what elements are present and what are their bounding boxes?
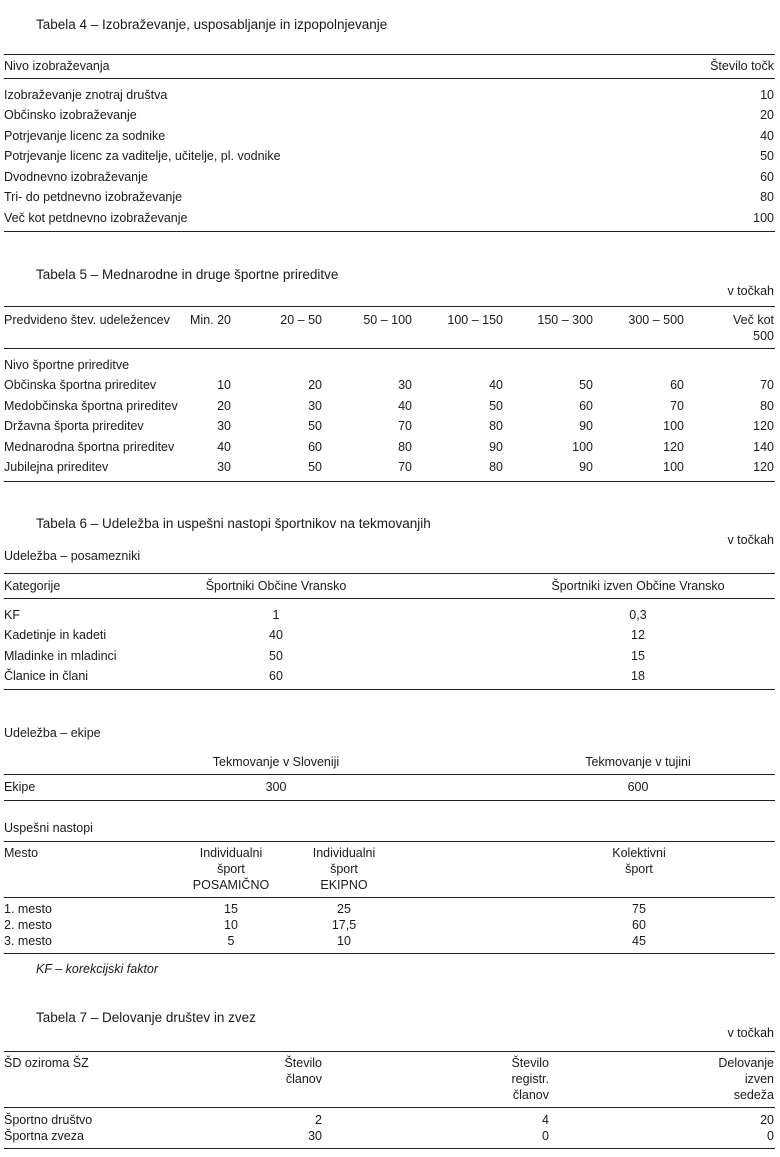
- table-cell: 60: [579, 399, 593, 413]
- table5-header-col: 100 – 150: [447, 313, 503, 327]
- table-row-label: Potrjevanje licenc za vaditelje, učitelje, pl. vodnike: [4, 149, 281, 163]
- table6-header-ind2-l3: EKIPNO: [320, 878, 368, 892]
- table-cell: 40: [269, 628, 283, 642]
- table-cell: 600: [627, 780, 649, 794]
- table-cell: 80: [489, 419, 503, 433]
- table-cell: 12: [631, 628, 645, 642]
- table6-header-ind1-l3: POSAMIČNO: [192, 878, 270, 892]
- table-row-label: Več kot petdnevno izobraževanje: [4, 211, 188, 225]
- table-cell: 80: [398, 440, 412, 454]
- table7-header-members-l1: Število: [284, 1056, 322, 1070]
- table5-title: Tabela 5 – Mednarodne in druge športne prireditve: [36, 267, 339, 282]
- table6-title: Tabela 6 – Udeležba in uspešni nastopi športnikov na tekmovanjih: [36, 516, 431, 531]
- table-cell: 100: [572, 440, 593, 454]
- table-cell: 100: [663, 460, 684, 474]
- table7-header-registered-l3: članov: [512, 1088, 549, 1102]
- table7-header-registered-l1: Število: [511, 1056, 549, 1070]
- table6-footnote: KF – korekcijski faktor: [36, 962, 159, 976]
- table-cell: 70: [760, 378, 774, 392]
- table-cell: 120: [753, 419, 774, 433]
- divider: [4, 800, 775, 801]
- table-cell: 30: [217, 419, 231, 433]
- table-row-label: Dvodnevno izobraževanje: [4, 170, 148, 184]
- table7-header-registered-l2: registr.: [511, 1072, 549, 1086]
- table6-section-teams: Udeležba – ekipe: [4, 726, 101, 740]
- table-row-label: Mednarodna športna prireditev: [4, 440, 175, 454]
- table4-title: Tabela 4 – Izobraževanje, usposabljanje in izpopolnjevanje: [36, 17, 388, 32]
- table-row-label: Mladinke in mladinci: [4, 649, 117, 663]
- table-cell: 0,3: [629, 608, 647, 622]
- table5-header-col: Min. 20: [190, 313, 231, 327]
- table6-header-ind1-l2: šport: [217, 862, 245, 876]
- table7-header-outside-l3: sedeža: [733, 1088, 774, 1102]
- table-cell: 120: [663, 440, 684, 454]
- divider: [4, 953, 775, 954]
- table6-header-ind2-l2: šport: [330, 862, 358, 876]
- table-row-value: 20: [760, 108, 774, 122]
- table-cell: 70: [398, 419, 412, 433]
- table5-unit: v točkah: [727, 284, 774, 298]
- table-cell: 50: [489, 399, 503, 413]
- table-cell: 70: [398, 460, 412, 474]
- divider: [4, 1148, 775, 1149]
- table-cell: 80: [489, 460, 503, 474]
- table-cell: 30: [308, 399, 322, 413]
- table6-header-category: Kategorije: [4, 579, 61, 593]
- table-cell: 30: [308, 1129, 322, 1143]
- table-cell: 0: [542, 1129, 549, 1143]
- table-cell: 20: [217, 399, 231, 413]
- table6-header-external: Športniki izven Občine Vransko: [551, 579, 725, 593]
- table-row-label: Jubilejna prireditev: [4, 460, 109, 474]
- table-row-label: Državna športa prireditev: [4, 419, 144, 433]
- table-row-label: Občinsko izobraževanje: [4, 108, 137, 122]
- divider: [4, 774, 775, 775]
- table-cell: 10: [224, 918, 238, 932]
- table-row-label: Članice in člani: [4, 669, 89, 683]
- table7-unit: v točkah: [727, 1026, 774, 1040]
- divider: [4, 306, 775, 307]
- table5-header-col: 300 – 500: [628, 313, 684, 327]
- table-row-label: Tri- do petdnevno izobraževanje: [4, 190, 183, 204]
- divider: [4, 348, 775, 349]
- table-cell: 60: [670, 378, 684, 392]
- table-row-label: Občinska športna prireditev: [4, 378, 157, 392]
- table5-header-participants: Predvideno štev. udeležencev: [4, 313, 170, 327]
- table-cell: 80: [760, 399, 774, 413]
- table4-header-level: Nivo izobraževanja: [4, 59, 110, 73]
- table-cell: 25: [337, 902, 351, 916]
- table-cell: 0: [767, 1129, 774, 1143]
- table-cell: 40: [489, 378, 503, 392]
- table-row-label: Športno društvo: [4, 1113, 93, 1127]
- table-row-label: 1. mesto: [4, 902, 52, 916]
- table5-subheader: Nivo športne prireditve: [4, 358, 130, 372]
- table-row-label: Športna zveza: [4, 1129, 84, 1143]
- divider: [4, 897, 775, 898]
- table5-header-col: 150 – 300: [537, 313, 593, 327]
- divider: [4, 573, 775, 574]
- table-cell: 20: [308, 378, 322, 392]
- table-cell: 300: [265, 780, 287, 794]
- table-row-label: Kadetinje in kadeti: [4, 628, 107, 642]
- table-cell: 2: [315, 1113, 322, 1127]
- table-cell: 15: [224, 902, 238, 916]
- table4-header-points: Število točk: [710, 59, 774, 73]
- table6-section-individuals: Udeležba – posamezniki: [4, 549, 141, 563]
- table-row-label: KF: [4, 608, 20, 622]
- table-cell: 10: [217, 378, 231, 392]
- table-cell: 18: [631, 669, 645, 683]
- table-cell: 40: [217, 440, 231, 454]
- table-row-value: 80: [760, 190, 774, 204]
- table-row-value: 50: [760, 149, 774, 163]
- divider: [4, 231, 775, 232]
- table6-header-kol-l2: šport: [625, 862, 653, 876]
- table-cell: 90: [489, 440, 503, 454]
- table-cell: 100: [663, 419, 684, 433]
- table-row-label: 2. mesto: [4, 918, 52, 932]
- table6-section-results: Uspešni nastopi: [4, 821, 93, 835]
- table-cell: 4: [542, 1113, 549, 1127]
- table7-header-outside-l2: izven: [744, 1072, 774, 1086]
- table-row-label: Medobčinska športna prireditev: [4, 399, 178, 413]
- table-cell: 50: [269, 649, 283, 663]
- table-cell: 40: [398, 399, 412, 413]
- divider: [4, 598, 775, 599]
- table-cell: 50: [308, 460, 322, 474]
- table7-title: Tabela 7 – Delovanje društev in zvez: [36, 1010, 256, 1025]
- table6-header-ind2-l1: Individualni: [312, 846, 376, 860]
- table-cell: 70: [670, 399, 684, 413]
- table-cell: 60: [632, 918, 646, 932]
- table-cell: 75: [632, 902, 646, 916]
- divider: [4, 689, 775, 690]
- table-row-value: 60: [760, 170, 774, 184]
- divider: [4, 1107, 775, 1108]
- divider: [4, 841, 775, 842]
- table5-header-col: 50 – 100: [363, 313, 412, 327]
- table5-header-col-cont: 500: [753, 329, 774, 343]
- table-cell: 140: [753, 440, 774, 454]
- table7-header-outside-l1: Delovanje: [718, 1056, 774, 1070]
- table-row-label: Izobraževanje znotraj društva: [4, 88, 168, 102]
- table6-unit: v točkah: [727, 533, 774, 547]
- table5-header-col: Več kot: [733, 313, 774, 327]
- table7-header-members-l2: članov: [285, 1072, 322, 1086]
- divider: [4, 1051, 775, 1052]
- table-cell: 60: [269, 669, 283, 683]
- table-cell: 30: [217, 460, 231, 474]
- table-row-label: Ekipe: [4, 780, 36, 794]
- table-row-label: 3. mesto: [4, 934, 52, 948]
- table-cell: 45: [632, 934, 646, 948]
- table-cell: 20: [760, 1113, 774, 1127]
- divider: [4, 481, 775, 482]
- table-row-value: 40: [760, 129, 774, 143]
- table7-header-org: ŠD oziroma ŠZ: [4, 1056, 89, 1070]
- table-row-value: 10: [760, 88, 774, 102]
- table-cell: 90: [579, 460, 593, 474]
- table-cell: 50: [308, 419, 322, 433]
- table-cell: 15: [631, 649, 645, 663]
- table-cell: 120: [753, 460, 774, 474]
- divider: [4, 78, 775, 79]
- table-cell: 90: [579, 419, 593, 433]
- table-cell: 1: [272, 608, 280, 622]
- table6-header-place: Mesto: [4, 846, 39, 860]
- table6-header-local: Športniki Občine Vransko: [205, 579, 347, 593]
- table-cell: 17,5: [331, 918, 357, 932]
- table-cell: 30: [398, 378, 412, 392]
- table-cell: 50: [579, 378, 593, 392]
- table-row-label: Potrjevanje licenc za sodnike: [4, 129, 166, 143]
- table6-header-slovenia: Tekmovanje v Sloveniji: [212, 755, 340, 769]
- table5-header-col: 20 – 50: [280, 313, 322, 327]
- table6-header-ind1-l1: Individualni: [199, 846, 263, 860]
- table-cell: 10: [337, 934, 351, 948]
- table6-header-abroad: Tekmovanje v tujini: [585, 755, 691, 769]
- table-cell: 5: [227, 934, 235, 948]
- divider: [4, 54, 775, 55]
- table-cell: 60: [308, 440, 322, 454]
- table6-header-kol-l1: Kolektivni: [612, 846, 666, 860]
- table-row-value: 100: [753, 211, 774, 225]
